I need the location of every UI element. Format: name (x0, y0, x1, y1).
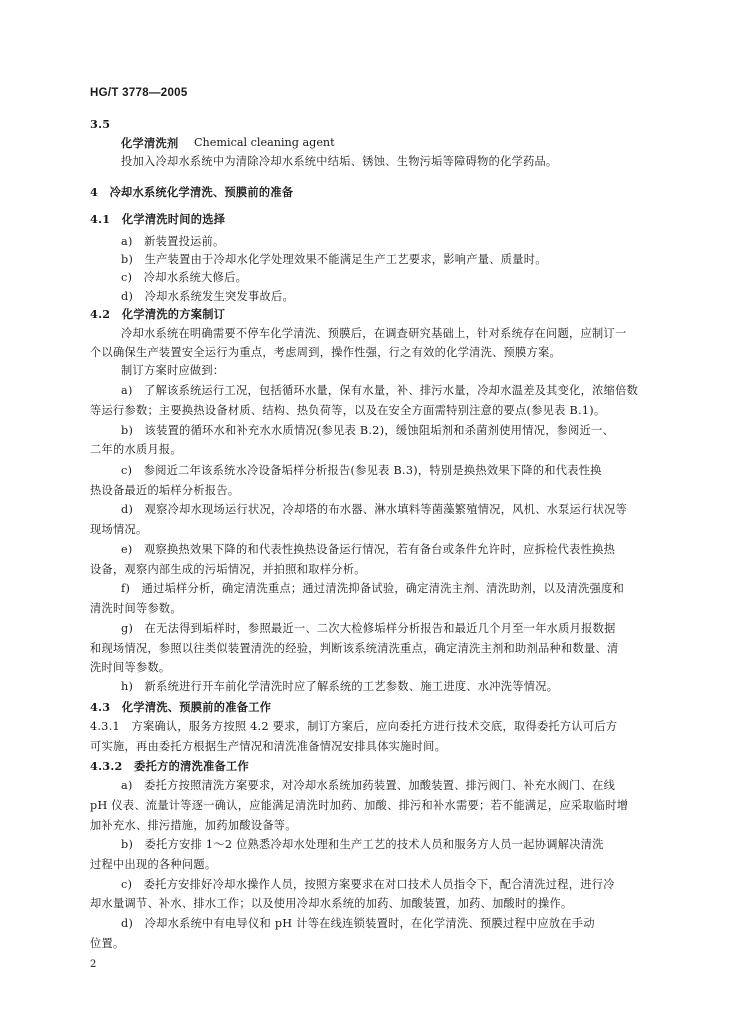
paragraph-line: 个以确保生产装置安全运行为重点，考虑周到，操作性强，行之有效的化学清洗、预膜方案。 (90, 346, 561, 359)
list-item-continuation: 过程中出现的各种问题。 (90, 858, 217, 871)
paragraph-line: 冷却水系统在明确需要不停车化学清洗、预膜后，在调查研究基础上，针对系统存在问题，应制订一 (121, 327, 627, 340)
section-4-3-2-heading: 4.3.2 委托方的清洗准备工作 (90, 759, 250, 773)
list-item: e) 观察换热效果下降的和代表性换热设备运行情况，若有备台或条件允许时，应拆检代表性换热 (121, 543, 616, 556)
list-item: d) 观察冷却水现场运行状况，冷却塔的布水器、淋水填料等菌藻繁殖情况，风机、水泵运行状况等 (121, 503, 628, 516)
list-item-continuation: 现场情况。 (90, 523, 148, 536)
list-item: b) 生产装置由于冷却水化学处理效果不能满足生产工艺要求，影响产量、质量时。 (121, 253, 547, 266)
list-item-continuation: 却水量调节、补水、排水工作；以及使用冷却水系统的加药、加酸装置，加药、加酸时的操作。 (90, 897, 573, 910)
section-3-5-number: 3.5 (90, 117, 111, 131)
list-item: d) 冷却水系统中有电导仪和 pH 计等在线连锁装置时，在化学清洗、预膜过程中应放在手动 (121, 917, 595, 930)
list-item-continuation: 设备，观察内部生成的污垢情况，并拍照和取样分析。 (90, 563, 366, 576)
list-item: a) 委托方按照清洗方案要求，对冷却水系统加药装置、加酸装置、排污阀门、补充水阀门、在线 (121, 779, 616, 792)
list-item: g) 在无法得到垢样时，参照最近一、二次大检修垢样分析报告和最近几个月至一年水质月报数据 (121, 622, 616, 635)
section-4-3-heading: 4.3 化学清洗、预膜前的准备工作 (90, 700, 272, 714)
list-item: a) 了解该系统运行工况，包括循环水量，保有水量，补、排污水量，冷却水温差及其变化，浓缩倍数 (121, 384, 639, 397)
list-item: h) 新系统进行开车前化学清洗时应了解系统的工艺参数、施工进度、水冲洗等情况。 (121, 680, 559, 693)
paragraph-line: 制订方案时应做到： (121, 364, 225, 377)
section-4-heading: 4 冷却水系统化学清洗、预膜前的准备 (90, 185, 294, 199)
list-item: a) 新装置投运前。 (121, 235, 225, 248)
list-item-continuation: 和现场情况，参照以往类似装置清洗的经验，判断该系统清洗重点，确定清洗主剂和助剂品种和数量、清 (90, 642, 619, 655)
list-item: f) 通过垢样分析，确定清洗重点；通过清洗抑备试验，确定清洗主剂、清洗助剂，以及清洗强度和 (121, 582, 625, 595)
section-4-1-heading: 4.1 化学清洗时间的选择 (90, 212, 226, 226)
list-item-continuation: 清洗时间等参数。 (90, 602, 182, 615)
list-item-continuation: 加补充水、排污措施，加药加酸设备等。 (90, 819, 297, 832)
list-item-continuation: 热设备最近的垢样分析报告。 (90, 484, 240, 497)
term-english: Chemical cleaning agent (194, 136, 335, 149)
list-item-continuation: 位置。 (90, 937, 125, 950)
list-item-continuation: pH 仪表、流量计等逐一确认，应能满足清洗时加药、加酸、排污和补水需要；若不能满足，应采取临时增 (90, 799, 629, 812)
list-item-continuation: 二年的水质月报。 (90, 443, 182, 456)
list-item: b) 该装置的循环水和补充水水质情况(参见表 B.2)，缓蚀阻垢剂和杀菌剂使用情况，参阅近一、 (121, 424, 615, 437)
section-4-2-heading: 4.2 化学清洗的方案制订 (90, 307, 226, 321)
term-definition: 投加入冷却水系统中为清除冷却水系统中结垢、锈蚀、生物污垢等障碍物的化学药品。 (121, 155, 558, 168)
list-item: c) 委托方安排好冷却水操作人员，按照方案要求在对口技术人员指令下，配合清洗过程，进行冷 (121, 878, 615, 891)
list-item: b) 委托方安排 1～2 位熟悉冷却水处理和生产工艺的技术人员和服务方人员一起协调解决清洗 (121, 838, 604, 851)
list-item: d) 冷却水系统发生突发事故后。 (121, 290, 294, 303)
paragraph-line: 可实施，再由委托方根据生产情况和清洗准备情况安排具体实施时间。 (90, 740, 447, 753)
list-item-continuation: 等运行参数；主要换热设备材质、结构、热负荷等，以及在安全方面需特别注意的要点(参见表 B.1)。 (90, 404, 606, 417)
term-chinese: 化学清洗剂 (121, 136, 179, 150)
list-item-continuation: 洗时间等参数。 (90, 661, 171, 674)
list-item: c) 参阅近二年该系统水冷设备垢样分析报告(参见表 B.3)，特别是换热效果下降的和代表性换 (121, 464, 602, 477)
paragraph-line: 4.3.1 方案确认，服务方按照 4.2 要求，制订方案后，应向委托方进行技术交底，取得委托方认可后方 (90, 720, 618, 733)
page-number: 2 (90, 959, 97, 970)
standard-code-header: HG/T 3778—2005 (90, 87, 188, 99)
list-item: c) 冷却水系统大修后。 (121, 271, 248, 284)
